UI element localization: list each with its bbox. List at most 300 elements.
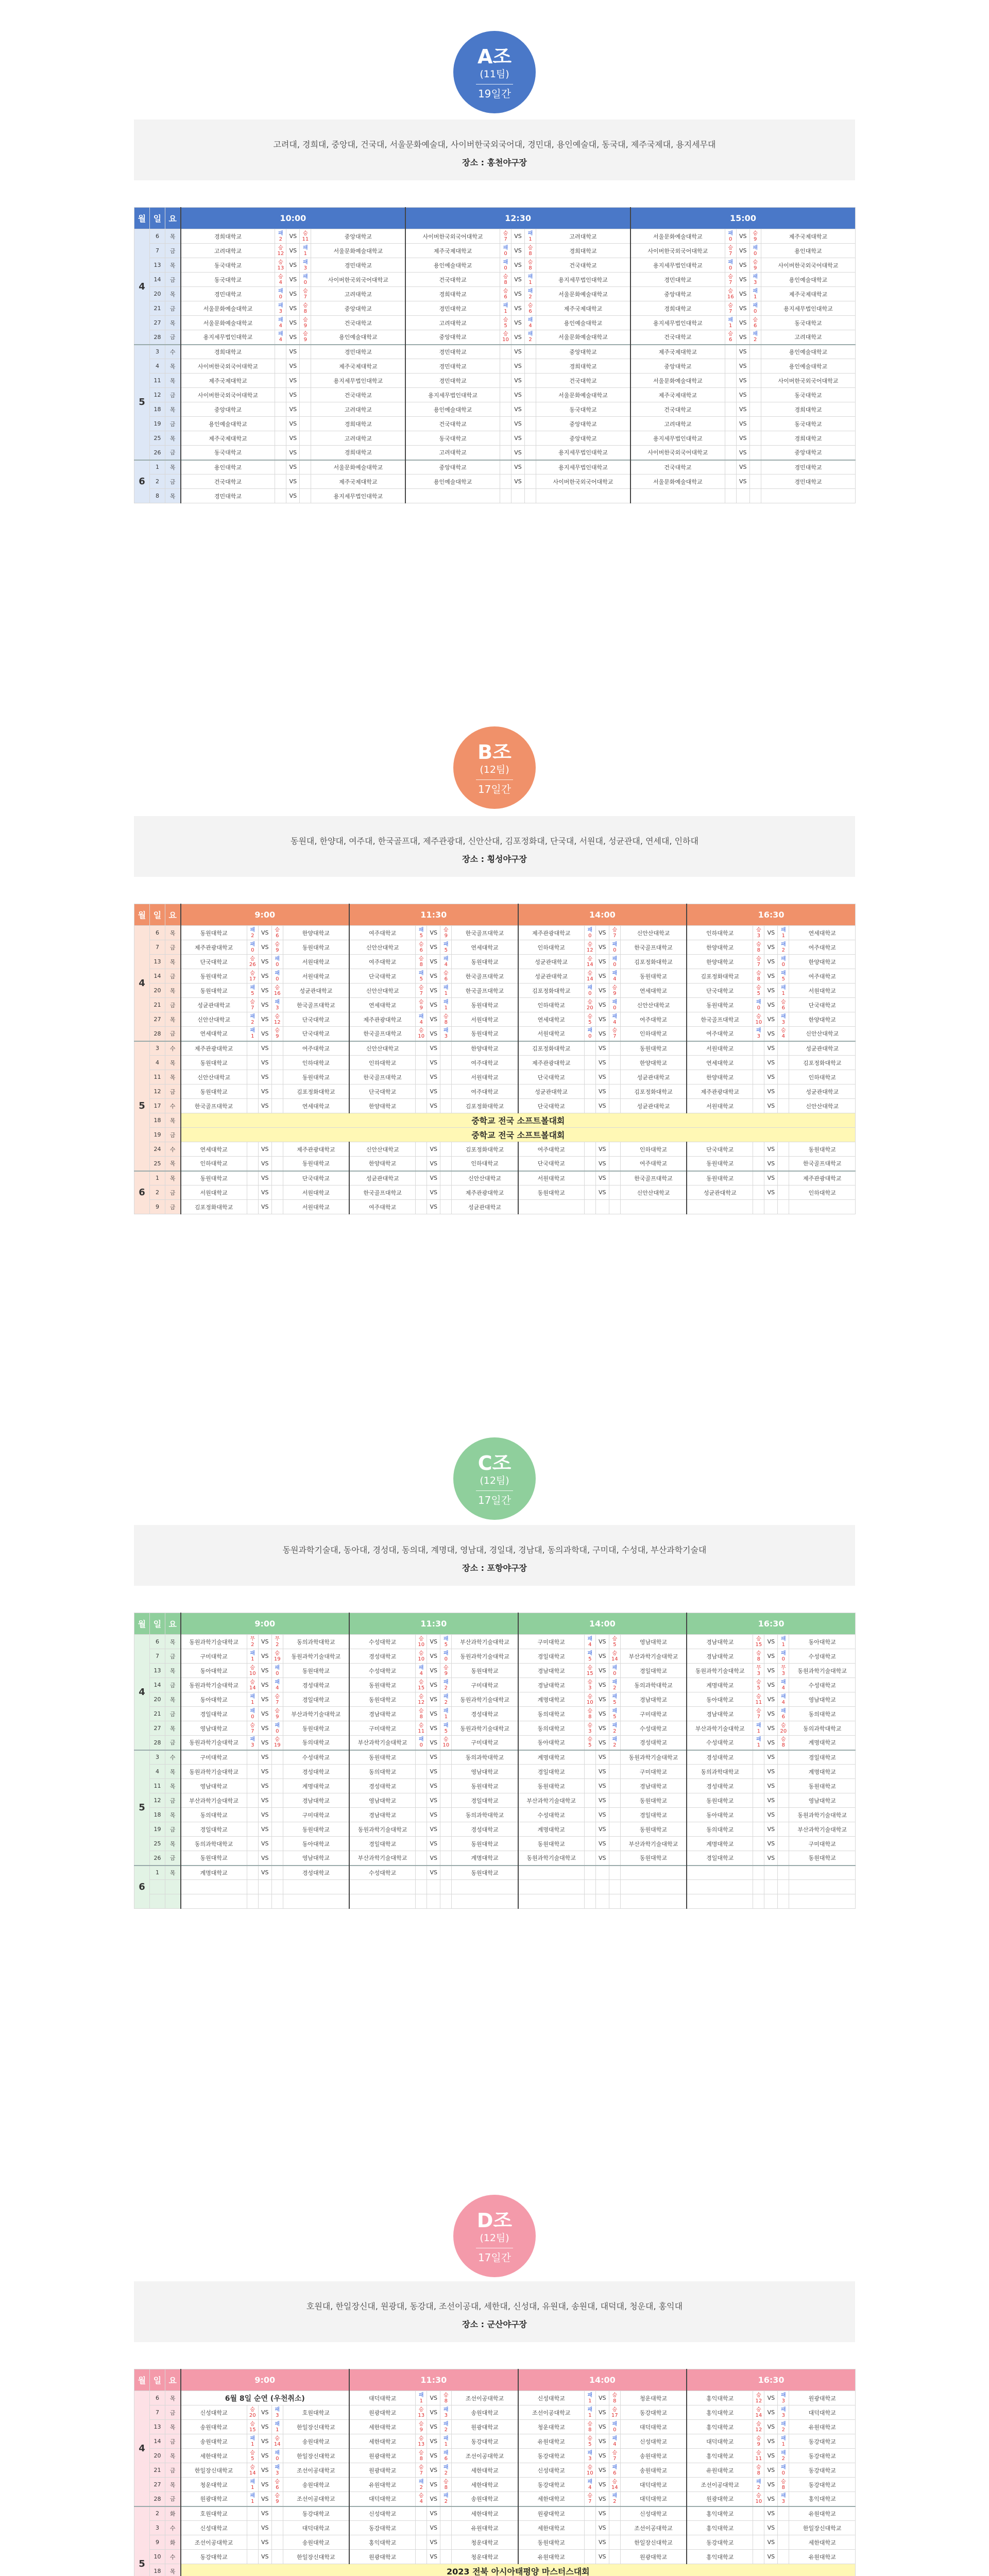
score (525, 359, 536, 374)
score-runs: 9 (303, 323, 308, 329)
score-result: 패 (612, 1665, 618, 1671)
stadium-label: 장소 : 횡성야구장 (462, 854, 527, 864)
score (440, 1736, 452, 1750)
score-result: 승 (418, 1636, 424, 1642)
away-team: 경희대학교 (536, 359, 630, 374)
away-team: 인하대학교 (283, 1056, 349, 1070)
table-row (134, 940, 856, 955)
score (440, 969, 452, 984)
vs-label: VS (764, 926, 778, 940)
score-result: 패 (587, 2479, 593, 2485)
score (440, 1880, 452, 1894)
score (753, 1027, 764, 1041)
score (753, 1750, 764, 1765)
score (778, 1635, 789, 1649)
home-team: 동원과학기술대학교 (687, 1664, 753, 1678)
score (300, 489, 311, 503)
away-team: 여주대학교 (283, 1041, 349, 1056)
score (500, 474, 511, 489)
day-cell: 12 (150, 1084, 165, 1099)
vs-label: VS (427, 1736, 440, 1750)
score (609, 2521, 620, 2535)
score (500, 460, 511, 474)
away-team (789, 1880, 856, 1894)
score (609, 1692, 620, 1707)
weekday-cell: 목 (165, 258, 181, 273)
vs-label: VS (427, 940, 440, 955)
home-team: 경성대학교 (349, 1649, 416, 1664)
score-runs: 8 (757, 947, 761, 953)
score (500, 359, 511, 374)
score (271, 1736, 283, 1750)
away-team: 인하대학교 (789, 1070, 856, 1084)
score (440, 1142, 452, 1157)
score-result: 승 (527, 259, 533, 265)
vs-label: VS (511, 417, 525, 431)
score (609, 940, 620, 955)
team-count: (12팀) (480, 764, 509, 775)
score (778, 2420, 789, 2434)
score-result: 승 (418, 956, 424, 962)
away-team (283, 1880, 349, 1894)
score (300, 301, 311, 316)
vs-label: VS (764, 1027, 778, 1041)
home-team: 홍익대학교 (687, 2391, 753, 2405)
weekday-cell: 수 (165, 1750, 181, 1765)
score (609, 1678, 620, 1692)
score-runs: 8 (757, 1656, 761, 1662)
vs-label: VS (427, 2506, 440, 2521)
score (247, 1822, 258, 1837)
away-team: 서원대학교 (283, 969, 349, 984)
home-team: 단국대학교 (518, 1157, 585, 1171)
group-badge (453, 2195, 536, 2277)
score (247, 1041, 258, 1056)
away-team: 송원대학교 (620, 2449, 687, 2463)
score-runs: 2 (528, 294, 532, 300)
time-slot-header: 9:00 (181, 904, 350, 926)
score-runs: 3 (757, 933, 761, 939)
vs-label: VS (427, 1157, 440, 1171)
score-result: 승 (418, 1722, 424, 1728)
vs-label: VS (764, 2535, 778, 2550)
score (525, 417, 536, 431)
score (525, 489, 536, 503)
score (725, 446, 736, 460)
score-runs: 13 (277, 265, 284, 271)
day-cell: 27 (150, 316, 165, 330)
score (247, 1171, 258, 1185)
score (525, 229, 536, 244)
vs-label: VS (258, 1822, 271, 1837)
score (416, 1664, 427, 1678)
vs-label: VS (764, 1707, 778, 1721)
score-runs: 9 (276, 1033, 279, 1040)
vs-label: VS (511, 345, 525, 359)
score-result: 패 (250, 2493, 255, 2499)
table-row (134, 2535, 856, 2550)
away-team: 연세대학교 (620, 984, 687, 998)
away-team (452, 1880, 518, 1894)
score-result: 패 (781, 2435, 786, 2442)
vs-label: VS (258, 2434, 271, 2449)
weekday-cell: 목 (165, 431, 181, 446)
score-result: 승 (587, 970, 593, 976)
score-result: 승 (728, 331, 734, 337)
away-team: 연세대학교 (789, 926, 856, 940)
away-team: 동강대학교 (620, 2405, 687, 2420)
score-runs: 1 (419, 2398, 423, 2404)
away-team: 동의대학교 (789, 1707, 856, 1721)
score (500, 316, 511, 330)
weekday-cell: 금 (165, 1084, 181, 1099)
home-team: 동강대학교 (181, 2550, 247, 2564)
day-cell: 21 (150, 301, 165, 316)
score (440, 1707, 452, 1721)
score-result: 패 (275, 1665, 280, 1671)
weekday-cell: 금 (165, 2492, 181, 2506)
score (271, 1142, 283, 1157)
score-result: 패 (250, 2479, 255, 2485)
score (753, 1678, 764, 1692)
score-runs: 5 (757, 1685, 761, 1691)
score (778, 955, 789, 969)
table-row (134, 287, 856, 301)
away-team: 신성대학교 (620, 2434, 687, 2449)
score-result: 승 (756, 1650, 761, 1656)
score (416, 969, 427, 984)
score-result: 패 (275, 1679, 280, 1685)
score-result: 패 (250, 1028, 255, 1034)
away-team: 송원대학교 (452, 2492, 518, 2506)
score-runs: 5 (757, 990, 761, 996)
score-result: 패 (250, 1737, 255, 1743)
vs-label: VS (595, 1721, 609, 1736)
away-team: 동원과학기술대학교 (452, 1692, 518, 1707)
away-team: 송원대학교 (452, 2405, 518, 2420)
score (584, 2391, 595, 2405)
score (300, 417, 311, 431)
score (749, 229, 761, 244)
header-day: 일 (150, 208, 165, 229)
away-team (761, 489, 855, 503)
score-runs: 0 (754, 250, 757, 257)
score (753, 940, 764, 955)
score-runs: 7 (276, 1699, 279, 1705)
weekday-cell: 금 (165, 940, 181, 955)
vs-label: VS (511, 374, 525, 388)
home-team: 경성대학교 (687, 1750, 753, 1765)
score (749, 402, 761, 417)
score-runs: 4 (613, 976, 617, 982)
score (584, 1894, 595, 1909)
score-result: 패 (612, 1722, 618, 1728)
score (609, 1808, 620, 1822)
vs-label: VS (258, 1635, 271, 1649)
score (440, 1866, 452, 1880)
score-runs: 0 (588, 1033, 592, 1040)
table-row (134, 1692, 856, 1707)
score (275, 431, 286, 446)
home-team: 계명대학교 (181, 1866, 247, 1880)
away-team: 유원대학교 (789, 2420, 856, 2434)
home-team: 고려대학교 (405, 316, 500, 330)
score-runs: 2 (276, 1641, 279, 1648)
score (271, 1808, 283, 1822)
score (609, 2391, 620, 2405)
away-team: 경일대학교 (452, 1793, 518, 1808)
score-result: 패 (612, 941, 618, 947)
score (416, 2463, 427, 2478)
score (271, 1822, 283, 1837)
away-team: 제주국제대학교 (311, 359, 405, 374)
score-result: 패 (275, 970, 280, 976)
vs-label: VS (258, 2420, 271, 2434)
vs-label: VS (427, 955, 440, 969)
vs-label: VS (258, 984, 271, 998)
home-team: 경남대학교 (349, 1707, 416, 1721)
away-team: 영남대학교 (283, 1851, 349, 1866)
score-result: 승 (275, 2493, 280, 2499)
score (440, 1012, 452, 1027)
away-team: 중앙대학교 (761, 446, 855, 460)
score-result: 승 (728, 288, 734, 294)
away-team: 서울문화예술대학교 (311, 460, 405, 474)
score-result: 패 (443, 2493, 449, 2499)
score-runs: 10 (755, 1019, 762, 1025)
weekday-cell: 목 (165, 1056, 181, 1070)
vs-label: VS (258, 1142, 271, 1157)
group-name: B조 (478, 741, 511, 764)
away-team: 부산과학기술대학교 (452, 1635, 518, 1649)
day-cell: 18 (150, 1113, 165, 1128)
score-result: 패 (612, 970, 618, 976)
score (271, 2506, 283, 2521)
score-result: 승 (587, 956, 593, 962)
score-runs: 7 (613, 2455, 617, 2462)
vs-label: VS (595, 1808, 609, 1822)
vs-label: VS (258, 1851, 271, 1866)
score (778, 1027, 789, 1041)
home-team: 신안산대학교 (349, 940, 416, 955)
score (440, 1721, 452, 1736)
home-team: 홍익대학교 (687, 2449, 753, 2463)
score (416, 1041, 427, 1056)
score (275, 345, 286, 359)
vs-label: VS (258, 1736, 271, 1750)
score-result: 패 (612, 1013, 618, 1020)
home-team: 제주국제대학교 (181, 374, 275, 388)
score (584, 2550, 595, 2564)
vs-label (764, 1200, 778, 1214)
table-row (134, 431, 856, 446)
table-row (134, 2478, 856, 2492)
day-cell: 4 (150, 1056, 165, 1070)
away-team: 김포정화대학교 (452, 1099, 518, 1113)
score-result: 승 (418, 1679, 424, 1685)
score-runs: 1 (276, 2427, 279, 2433)
score-runs: 2 (444, 2499, 448, 2505)
score-runs: 4 (781, 1699, 786, 1705)
away-team: 연세대학교 (452, 940, 518, 955)
vs-label: VS (427, 1185, 440, 1200)
day-cell: 28 (150, 1027, 165, 1041)
score-result: 승 (418, 999, 424, 1005)
weekday-cell: 금 (165, 1678, 181, 1692)
vs-label: VS (258, 1750, 271, 1765)
away-team: 용인예술대학교 (761, 345, 855, 359)
vs-label (595, 1894, 609, 1909)
score-runs: 5 (419, 933, 423, 939)
score-runs: 2 (781, 2427, 786, 2433)
home-team: 영남대학교 (181, 1721, 247, 1736)
score-result: 패 (527, 230, 533, 236)
vs-label: VS (764, 2449, 778, 2463)
vs-label: VS (286, 229, 300, 244)
score-runs: 8 (444, 2484, 448, 2490)
score-result: 패 (728, 259, 734, 265)
vs-label: VS (595, 2434, 609, 2449)
score-runs: 0 (588, 933, 592, 939)
score (500, 301, 511, 316)
score (584, 926, 595, 940)
home-team: 경희대학교 (630, 301, 725, 316)
score (275, 417, 286, 431)
home-team: 서울문화예술대학교 (630, 374, 725, 388)
away-team: 동원대학교 (283, 1822, 349, 1837)
score-result: 패 (781, 970, 786, 976)
home-team: 청운대학교 (518, 2420, 585, 2434)
home-team: 동원대학교 (518, 1779, 585, 1793)
score-runs: 1 (781, 933, 786, 939)
score-result: 패 (418, 970, 424, 976)
vs-label: VS (258, 1084, 271, 1099)
away-team (452, 1894, 518, 1909)
score (247, 1793, 258, 1808)
score (609, 984, 620, 998)
score-result: 승 (781, 999, 786, 1005)
score-runs: 0 (613, 1670, 617, 1676)
weekday-cell (165, 1894, 181, 1909)
score (300, 388, 311, 402)
vs-label: VS (511, 301, 525, 316)
vs-label: VS (736, 301, 749, 316)
away-team: 경희대학교 (536, 244, 630, 258)
score-result: 승 (278, 259, 283, 265)
score (778, 1649, 789, 1664)
weekday-cell: 목 (165, 1171, 181, 1185)
away-team: 구미대학교 (620, 1765, 687, 1779)
day-cell: 20 (150, 2449, 165, 2463)
away-team: 수성대학교 (620, 1721, 687, 1736)
group-info-box (134, 120, 855, 180)
away-team: 부산과학기술대학교 (620, 1649, 687, 1664)
away-team: 송원대학교 (283, 2434, 349, 2449)
score-runs: 10 (442, 1742, 450, 1749)
vs-label: VS (764, 1750, 778, 1765)
weekday-cell: 수 (165, 1041, 181, 1056)
away-team: 성균관대학교 (452, 1200, 518, 1214)
home-team: 원광대학교 (349, 2449, 416, 2463)
day-cell: 26 (150, 446, 165, 460)
home-team: 고려대학교 (405, 446, 500, 460)
score (271, 1056, 283, 1070)
away-team: 고려대학교 (311, 431, 405, 446)
score (300, 287, 311, 301)
score (500, 273, 511, 287)
vs-label: VS (258, 1808, 271, 1822)
day-cell: 6 (150, 229, 165, 244)
score-runs: 1 (444, 990, 448, 996)
group-info-box (134, 816, 855, 877)
away-team: 영남대학교 (620, 1635, 687, 1649)
score (500, 287, 511, 301)
vs-label: VS (427, 1635, 440, 1649)
duration-days: 17일간 (478, 2251, 511, 2264)
vs-label: VS (511, 388, 525, 402)
home-team (687, 1200, 753, 1214)
weekday-cell: 목 (165, 316, 181, 330)
score (753, 1070, 764, 1084)
home-team: 제주관광대학교 (687, 1084, 753, 1099)
vs-label: VS (427, 2521, 440, 2535)
home-team: 동국대학교 (405, 431, 500, 446)
away-team: 대덕대학교 (620, 2492, 687, 2506)
score-runs: 9 (303, 337, 308, 343)
score (440, 1027, 452, 1041)
score (778, 1692, 789, 1707)
table-row (134, 460, 856, 474)
score-result: 패 (250, 1650, 255, 1656)
home-team: 경민대학교 (405, 374, 500, 388)
vs-label: VS (427, 1793, 440, 1808)
score (271, 969, 283, 984)
score-runs: 3 (276, 2412, 279, 2418)
away-team: 제주국제대학교 (536, 301, 630, 316)
score-result: 승 (418, 1650, 424, 1656)
score (753, 1664, 764, 1678)
home-team: 경성대학교 (687, 1779, 753, 1793)
score (749, 301, 761, 316)
away-team: 김포정화대학교 (452, 1142, 518, 1157)
score-result: 패 (612, 1679, 618, 1685)
away-team: 동원대학교 (283, 1721, 349, 1736)
home-team: 동아대학교 (687, 1808, 753, 1822)
home-team: 사이버한국외국어대학교 (405, 229, 500, 244)
score-runs: 5 (419, 976, 423, 982)
home-team: 송원대학교 (181, 2434, 247, 2449)
home-team: 홍익대학교 (687, 2550, 753, 2564)
away-team: 한일장신대학교 (283, 2449, 349, 2463)
score-runs: 10 (502, 337, 509, 343)
score (271, 2463, 283, 2478)
score-runs: 17 (611, 2412, 618, 2418)
score-runs: 1 (251, 2441, 254, 2447)
away-team: 서원대학교 (789, 984, 856, 998)
score-result: 승 (250, 956, 255, 962)
score (271, 1099, 283, 1113)
score (247, 1056, 258, 1070)
home-team: 경희대학교 (181, 345, 275, 359)
score (440, 1750, 452, 1765)
score-runs: 7 (303, 294, 308, 300)
away-team: 서원대학교 (452, 1070, 518, 1084)
away-team: 계명대학교 (789, 1736, 856, 1750)
score (609, 1635, 620, 1649)
score-runs: 7 (419, 990, 423, 996)
score (416, 1070, 427, 1084)
home-team: 구미대학교 (518, 1635, 585, 1649)
